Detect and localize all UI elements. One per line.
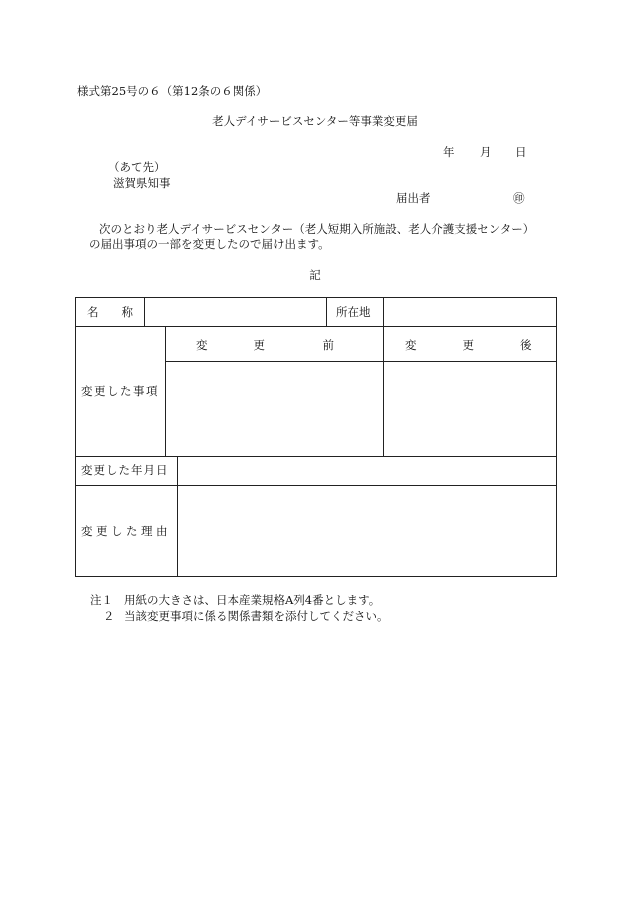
form-number: 様式第25号の６（第12条の６関係） xyxy=(77,84,268,98)
address-label: 所在地 xyxy=(336,305,371,319)
note-1-label: 注１ xyxy=(90,593,113,607)
table-rule xyxy=(144,297,145,327)
table-rule xyxy=(75,485,557,486)
table-rule xyxy=(383,297,384,457)
before-change-label: 変 更 前 xyxy=(196,338,334,352)
date-month-label: 月 xyxy=(480,145,492,159)
note-1-text: 用紙の大きさは、日本産業規格A列4番とします。 xyxy=(124,593,381,607)
date-day-label: 日 xyxy=(515,145,527,159)
notifier-label: 届出者 xyxy=(396,191,431,205)
changed-items-label: 変更した事項 xyxy=(81,384,159,398)
body-text-line-1: 次のとおり老人デイサービスセンター（老人短期入所施設、老人介護支援センター） xyxy=(99,222,535,236)
after-change-label: 変 更 後 xyxy=(405,338,532,352)
table-border-right xyxy=(556,297,557,577)
document-title: 老人デイサービスセンター等事業変更届 xyxy=(212,114,418,128)
table-rule xyxy=(165,326,166,457)
table-border-top xyxy=(75,297,557,298)
body-text-line-2: の届出事項の一部を変更したので届け出ます。 xyxy=(89,237,330,251)
note-2-text: 当該変更事項に係る関係書類を添付してください。 xyxy=(124,609,389,623)
table-rule xyxy=(177,456,178,577)
table-rule xyxy=(165,361,557,362)
addressee-name: 滋賀県知事 xyxy=(113,176,171,190)
table-rule xyxy=(75,326,557,327)
changed-reason-label: 変更した理由 xyxy=(81,524,171,538)
table-rule xyxy=(75,456,557,457)
name-label: 名 称 xyxy=(87,305,133,319)
seal-mark: ㊞ xyxy=(513,191,525,205)
changed-date-label: 変更した年月日 xyxy=(81,463,169,477)
table-rule xyxy=(326,297,327,327)
table-border-left xyxy=(75,297,76,577)
note-2-label: ２ xyxy=(103,609,115,623)
ki-heading: 記 xyxy=(309,268,321,282)
addressee-prefix: （あて先） xyxy=(108,160,166,174)
table-border-bottom xyxy=(75,576,557,577)
date-year-label: 年 xyxy=(443,145,455,159)
